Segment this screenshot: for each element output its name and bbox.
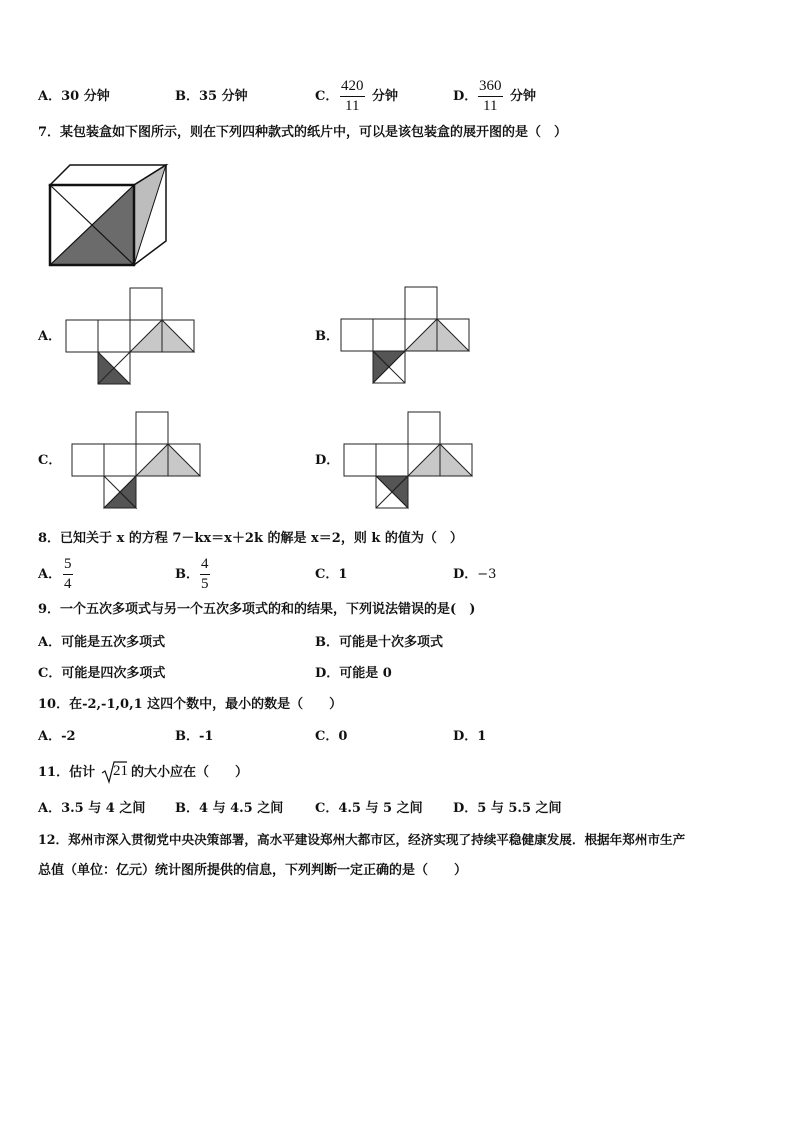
option-text: 4.5 与 5 之间 bbox=[338, 801, 423, 816]
option-text: 可能是十次多项式 bbox=[339, 635, 444, 650]
option-letter: C． bbox=[315, 567, 339, 582]
q10-stem: 10．在-2,-1,0,1 这四个数中，最小的数是（ ） bbox=[38, 697, 343, 712]
q11-option-c bbox=[315, 800, 423, 818]
option-letter: A． bbox=[38, 729, 62, 744]
q6-option-d-unit: 分钟 bbox=[510, 89, 537, 104]
q11-option-a bbox=[38, 800, 145, 818]
option-letter: C． bbox=[315, 729, 339, 744]
option-letter: B． bbox=[315, 635, 339, 650]
option-text: 可能是四次多项式 bbox=[61, 666, 166, 681]
q6-option-c-fraction bbox=[340, 78, 365, 115]
q9-option-b bbox=[315, 634, 443, 652]
q7-cube-figure bbox=[48, 163, 172, 267]
option-text: 1 bbox=[477, 729, 487, 744]
q8-option-c bbox=[315, 566, 347, 584]
q8-option-b-fraction bbox=[200, 556, 210, 593]
numerator: 360 bbox=[478, 78, 503, 97]
q9-option-a bbox=[38, 634, 165, 652]
q11-radicand: 21 bbox=[113, 763, 128, 779]
option-text: 可能是五次多项式 bbox=[61, 635, 166, 650]
q6-option-c-unit: 分钟 bbox=[372, 89, 399, 104]
option-text: 0 bbox=[338, 729, 348, 744]
q11-option-d bbox=[453, 800, 562, 818]
q11-stem-before: 11．估计 bbox=[38, 765, 96, 780]
option-letter: B． bbox=[175, 729, 199, 744]
option-text: -2 bbox=[61, 729, 76, 744]
q7-net-b bbox=[341, 286, 471, 384]
option-letter: D． bbox=[315, 666, 340, 681]
q7-net-d bbox=[344, 411, 474, 509]
q8-option-a-letter: A． bbox=[38, 567, 62, 582]
q8-stem: 8．已知关于 x 的方程 7－kx＝x＋2k 的解是 x＝2，则 k 的值为（ ） bbox=[38, 531, 463, 546]
option-letter: C． bbox=[315, 801, 339, 816]
q7-net-c bbox=[72, 411, 202, 509]
option-letter: D． bbox=[453, 567, 478, 582]
q10-option-a bbox=[38, 728, 76, 746]
q6-option-d-letter: D． bbox=[453, 89, 478, 104]
option-letter: D． bbox=[453, 801, 478, 816]
denominator: 11 bbox=[483, 98, 498, 114]
option-text: 1 bbox=[338, 567, 348, 582]
numerator: 5 bbox=[63, 556, 73, 575]
option-letter: B． bbox=[175, 89, 199, 104]
q8-option-a-fraction bbox=[63, 556, 73, 593]
option-letter: B． bbox=[175, 801, 199, 816]
numerator: 4 bbox=[200, 556, 210, 575]
q8-option-b-letter: B． bbox=[175, 567, 199, 582]
q7-stem: 7．某包装盒如下图所示，则在下列四种款式的纸片中，可以是该包装盒的展开图的是（ ） bbox=[38, 125, 568, 140]
option-text: 4 与 4.5 之间 bbox=[199, 801, 284, 816]
q7-label-b: B． bbox=[315, 329, 339, 344]
option-letter: C． bbox=[38, 666, 62, 681]
q10-option-b bbox=[175, 728, 213, 746]
option-letter: D． bbox=[453, 729, 478, 744]
option-letter: A． bbox=[38, 801, 62, 816]
q11-option-b bbox=[175, 800, 283, 818]
q12-stem-line1: 12．郑州市深入贯彻党中央决策部署，高水平建设郑州大都市区，经济实现了持续平稳健康发展．根据年郑州市生产 bbox=[38, 832, 686, 847]
q6-option-a bbox=[38, 88, 110, 106]
q7-net-a bbox=[66, 287, 196, 385]
denominator: 5 bbox=[201, 576, 209, 592]
option-letter: A． bbox=[38, 89, 62, 104]
q7-label-a: A． bbox=[38, 329, 62, 344]
q9-option-d bbox=[315, 665, 392, 683]
option-text: -1 bbox=[199, 729, 214, 744]
q7-label-c: C． bbox=[38, 453, 62, 468]
q6-option-c-letter: C． bbox=[315, 89, 339, 104]
q11-stem-after: 的大小应在（ ） bbox=[131, 765, 249, 780]
option-text: 30 分钟 bbox=[61, 89, 110, 104]
q8-option-d bbox=[453, 566, 496, 584]
q12-stem-line2: 总值（单位：亿元）统计图所提供的信息，下列判断一定正确的是（ ） bbox=[38, 863, 468, 878]
option-text: 35 分钟 bbox=[199, 89, 248, 104]
q6-option-b bbox=[175, 88, 248, 106]
numerator: 420 bbox=[340, 78, 365, 97]
q9-option-c bbox=[38, 665, 165, 683]
q6-option-d-fraction bbox=[478, 78, 503, 115]
q7-label-d: D． bbox=[315, 453, 340, 468]
option-text: 3.5 与 4 之间 bbox=[61, 801, 146, 816]
q9-stem: 9．一个五次多项式与另一个五次多项式的和的结果，下列说法错误的是( ) bbox=[38, 602, 476, 617]
q10-option-c bbox=[315, 728, 347, 746]
option-text: −3 bbox=[477, 567, 497, 582]
option-letter: A． bbox=[38, 635, 62, 650]
option-text: 5 与 5.5 之间 bbox=[477, 801, 562, 816]
q10-option-d bbox=[453, 728, 486, 746]
denominator: 11 bbox=[345, 98, 360, 114]
denominator: 4 bbox=[64, 576, 72, 592]
option-text: 可能是 0 bbox=[339, 666, 392, 681]
